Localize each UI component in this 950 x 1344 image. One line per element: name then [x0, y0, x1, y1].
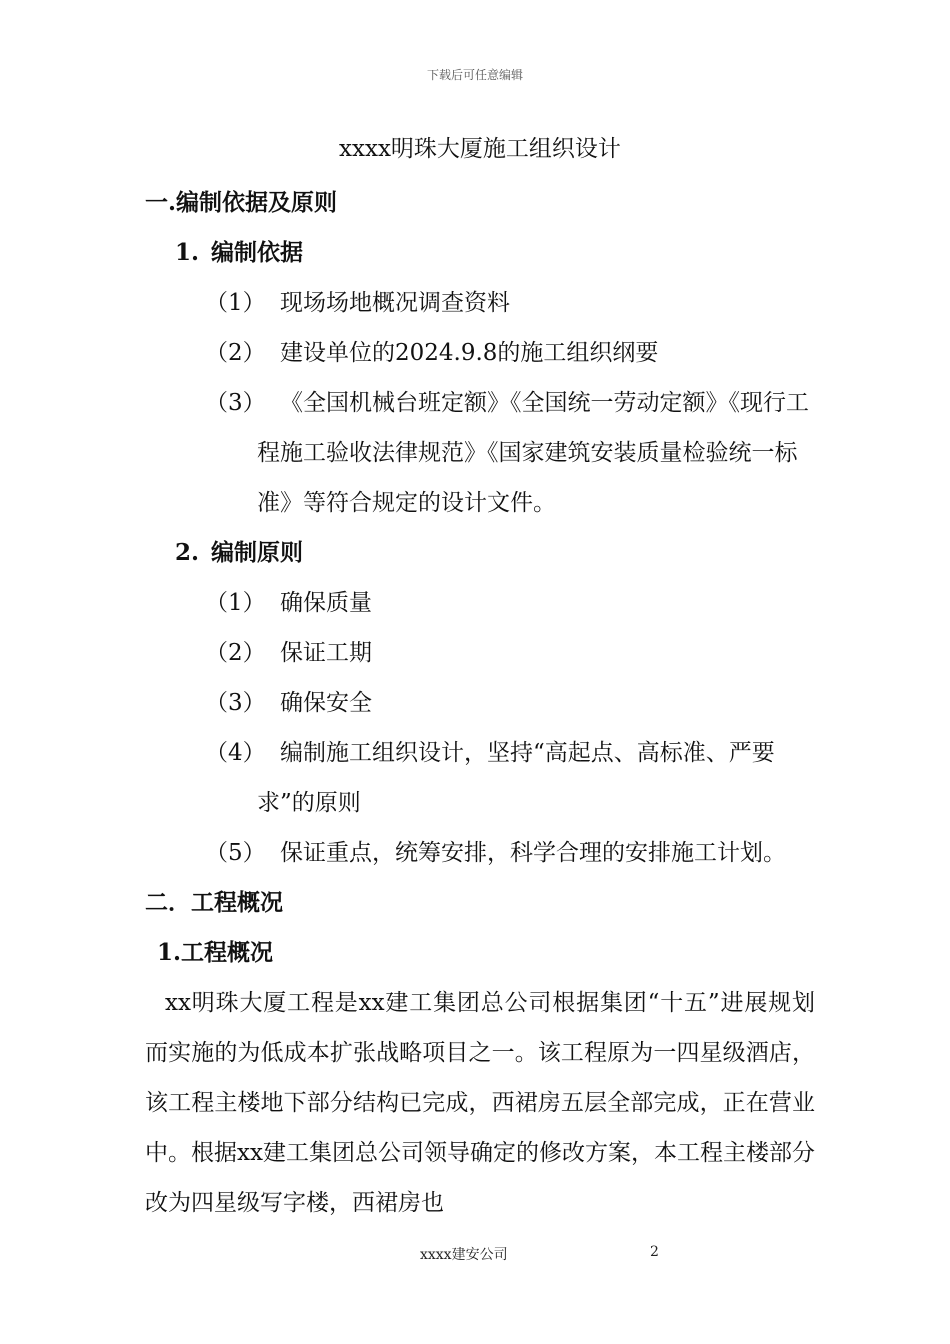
- list-item-number: （1）: [205, 290, 266, 316]
- list-item-number: （2）: [205, 640, 266, 666]
- footer-company: xxxx建安公司: [420, 1247, 508, 1263]
- page-header-note: 下载后可任意编辑: [426, 68, 523, 82]
- list-item-number: （4）: [205, 740, 266, 766]
- list-item-text: 《全国机械台班定额》《全国统一劳动定额》《现行工程施工验收法律规范》《国家建筑安装质量检验统一标准》等符合规定的设计文件。: [257, 390, 809, 516]
- subsection-number: 1.: [175, 239, 200, 266]
- list-item-number: （5）: [205, 840, 266, 866]
- list-item: [145, 378, 815, 528]
- list-item: [145, 278, 815, 328]
- list-item: [145, 728, 815, 828]
- list-item-number: （1）: [205, 590, 266, 616]
- list-item: [145, 328, 815, 378]
- list-item-text: 保证工期: [280, 640, 372, 666]
- subsection-title: 编制依据: [211, 239, 303, 266]
- document-body: [145, 128, 815, 1228]
- subsection-title: 编制原则: [211, 539, 303, 566]
- list-item: [145, 828, 835, 878]
- list-item-text: 确保安全: [280, 690, 372, 716]
- list-item: [145, 578, 815, 628]
- subsection-heading-1-1: [145, 228, 815, 278]
- list-item-number: （2）: [205, 340, 266, 366]
- subsection-number: 2.: [175, 539, 200, 566]
- subsection-heading-1-2: [145, 528, 815, 578]
- section-heading-1: 一.编制依据及原则: [145, 189, 338, 216]
- list-item: [145, 628, 815, 678]
- document-title: xxxx明珠大厦施工组织设计: [339, 136, 621, 162]
- list-item: [145, 678, 815, 728]
- list-item-text: 编制施工组织设计，坚持“高起点、高标准、严要求”的原则: [257, 740, 775, 816]
- page-number: 2: [650, 1244, 659, 1260]
- list-item-number: （3）: [205, 690, 266, 716]
- list-item-text: 保证重点，统筹安排，科学合理的安排施工计划。: [280, 840, 786, 866]
- list-item-text: 确保质量: [280, 590, 372, 616]
- section-heading-2: 二．工程概况: [145, 889, 283, 916]
- list-item-text: 建设单位的2024.9.8的施工组织纲要: [280, 340, 659, 366]
- subsection-heading-2-1: 1.工程概况: [157, 939, 274, 966]
- list-item-text: 现场场地概况调查资料: [280, 290, 510, 316]
- body-paragraph: xx明珠大厦工程是xx建工集团总公司根据集团“十五”进展规划而实施的为低成本扩张战略项目之一。该工程原为一四星级酒店，该工程主楼地下部分结构已完成，西裙房五层全部完成，正在营业中。根据xx建工集团总公司领导确定的修改方案，本工程主楼部分改为四星级写字楼，西裙房也: [145, 990, 815, 1216]
- list-item-number: （3）: [205, 390, 266, 416]
